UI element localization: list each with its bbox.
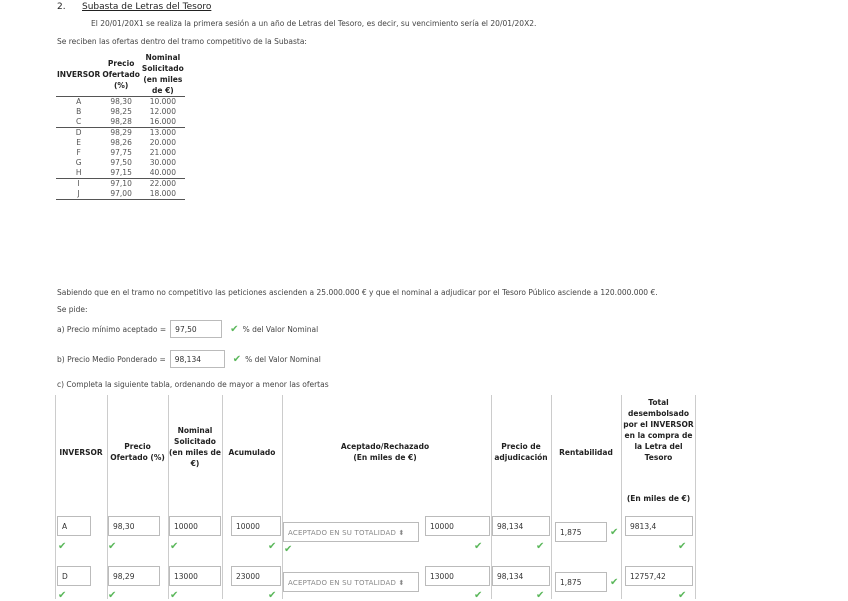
paragraph-3: c) Completa la siguiente tabla, ordenando de mayor a menor las ofertas xyxy=(57,380,329,389)
results-header-precio: Precio Ofertado (%) xyxy=(110,442,165,462)
question-title-text: Subasta de Letras del Tesoro xyxy=(82,2,212,12)
row2-rentabilidad-input[interactable]: 1,875 xyxy=(555,572,607,592)
check-icon: ✔ xyxy=(230,323,239,335)
offers-row xyxy=(56,138,185,148)
offers-cell-inv: H xyxy=(75,168,82,177)
offers-cell-nominal: 21.000 xyxy=(149,148,176,157)
col-rentabilidad xyxy=(551,395,621,599)
check-icon: ✔ xyxy=(536,590,545,601)
offers-row xyxy=(56,179,185,190)
offers-cell-inv: A xyxy=(56,97,101,108)
offers-row xyxy=(56,117,185,128)
offers-row xyxy=(56,97,185,108)
row2-total-input[interactable]: 12757,42 xyxy=(625,566,693,586)
intro-text: El 20/01/20X1 se realiza la primera sesión a un año de Letras del Tesoro, es decir, su vencimiento sería el 20/01/20X2. xyxy=(91,19,537,28)
intro2-text: Se reciben las ofertas dentro del tramo competitivo de la Subasta: xyxy=(57,37,307,46)
offers-cell-inv: I xyxy=(56,179,101,190)
results-header-adjudicacion: Precio de adjudicación xyxy=(494,442,548,462)
results-header-total: Total desembolsado por el INVERSOR en la compra de la Letra del Tesoro xyxy=(623,398,694,462)
offers-cell-nominal: 13.000 xyxy=(141,128,185,139)
offers-row xyxy=(56,107,185,117)
offers-row xyxy=(56,128,185,139)
row2-aceptado-input[interactable]: 13000 xyxy=(425,566,490,586)
offers-row xyxy=(56,148,185,158)
results-header-aceptado: Aceptado/Rechazado (En miles de €) xyxy=(340,442,430,462)
row1-nominal-input[interactable]: 10000 xyxy=(169,516,221,536)
offers-cell-nominal: 22.000 xyxy=(141,179,185,190)
offers-cell-inv: B xyxy=(76,107,82,116)
row1-acumulado-input[interactable]: 10000 xyxy=(231,516,281,536)
results-header-rentabilidad: Rentabilidad xyxy=(559,448,613,457)
results-header-inversor: INVERSOR xyxy=(59,448,103,457)
paragraph-2: Se pide: xyxy=(57,305,88,314)
answer-a-label: a) Precio mínimo aceptado = xyxy=(57,324,167,334)
offers-cell-inv: C xyxy=(76,117,82,126)
row1-inversor-input[interactable]: A xyxy=(57,516,91,536)
offers-cell-nominal: 12.000 xyxy=(149,107,176,116)
check-icon: ✔ xyxy=(678,590,687,601)
answer-b-input[interactable]: 98,134 xyxy=(170,350,225,368)
answer-b-suffix: % del Valor Nominal xyxy=(245,354,321,364)
offers-cell-inv: G xyxy=(75,158,82,167)
offers-cell-precio: 97,15 xyxy=(110,168,132,177)
check-icon: ✔ xyxy=(536,541,545,552)
offers-cell-inv: F xyxy=(76,148,81,157)
row1-adjudicacion-input[interactable]: 98,134 xyxy=(492,516,550,536)
row2-inversor-input[interactable]: D xyxy=(57,566,91,586)
answer-a-input[interactable]: 97,50 xyxy=(170,320,222,338)
offers-cell-precio: 97,50 xyxy=(110,158,132,167)
offers-cell-nominal: 30.000 xyxy=(149,158,176,167)
answer-a-suffix: % del Valor Nominal xyxy=(242,324,319,334)
offers-cell-inv: E xyxy=(76,138,82,147)
results-header-total-unit: (En miles de €) xyxy=(626,494,691,503)
check-icon: ✔ xyxy=(610,577,619,588)
offers-header-inversor: INVERSOR xyxy=(57,69,101,79)
row1-rentabilidad-input[interactable]: 1,875 xyxy=(555,522,607,542)
offers-cell-precio: 98,25 xyxy=(110,107,132,116)
check-icon: ✔ xyxy=(108,590,117,601)
offers-cell-nominal: 18.000 xyxy=(149,189,176,198)
check-icon: ✔ xyxy=(108,541,117,552)
offers-cell-precio: 98,26 xyxy=(110,138,132,147)
offers-header-nominal: Nominal Solicitado (en miles de €) xyxy=(141,53,184,95)
offers-cell-inv: D xyxy=(56,128,101,139)
check-icon: ✔ xyxy=(268,541,277,552)
results-header-nominal: Nominal Solicitado (en miles de €) xyxy=(168,426,222,468)
check-icon: ✔ xyxy=(474,541,483,552)
answer-b-label: b) Precio Medio Ponderado = xyxy=(57,354,166,364)
row2-precio-input[interactable]: 98,29 xyxy=(108,566,160,586)
row2-adjudicacion-input[interactable]: 98,134 xyxy=(492,566,550,586)
row1-estado-select[interactable]: ACEPTADO EN SU TOTALIDAD ⬍ xyxy=(283,522,419,542)
check-icon: ✔ xyxy=(58,590,67,601)
offers-cell-precio: 97,00 xyxy=(110,189,132,198)
row1-total-input[interactable]: 9813,4 xyxy=(625,516,693,536)
answer-b-row xyxy=(57,350,321,368)
offers-cell-nominal: 16.000 xyxy=(149,117,176,126)
offers-table xyxy=(56,52,185,200)
offers-cell-nominal: 20.000 xyxy=(149,138,176,147)
offers-cell-inv: J xyxy=(77,189,80,198)
offers-row xyxy=(56,158,185,168)
row1-precio-input[interactable]: 98,30 xyxy=(108,516,160,536)
check-icon: ✔ xyxy=(474,590,483,601)
row1-aceptado-input[interactable]: 10000 xyxy=(425,516,490,536)
check-icon: ✔ xyxy=(268,590,277,601)
row2-nominal-input[interactable]: 13000 xyxy=(169,566,221,586)
offers-header-precio: Precio Ofertado (%) xyxy=(102,58,140,90)
offers-row xyxy=(56,168,185,179)
offers-row xyxy=(56,189,185,200)
row2-acumulado-input[interactable]: 23000 xyxy=(231,566,281,586)
paragraph-1: Sabiendo que en el tramo no competitivo las peticiones ascienden a 25.000.000 € y que el nominal a adjudicar por el Tesoro Público asciende a 120.000.000 €. xyxy=(57,288,658,297)
offers-cell-precio: 98,29 xyxy=(101,128,141,139)
results-header-acumulado: Acumulado xyxy=(228,448,276,457)
offers-cell-precio: 97,75 xyxy=(110,148,132,157)
offers-cell-nominal: 10.000 xyxy=(141,97,185,108)
check-icon: ✔ xyxy=(284,544,293,555)
offers-cell-precio: 98,28 xyxy=(110,117,132,126)
offers-cell-nominal: 40.000 xyxy=(149,168,176,177)
row2-estado-select[interactable]: ACEPTADO EN SU TOTALIDAD ⬍ xyxy=(283,572,419,592)
answer-a-row xyxy=(57,320,318,338)
check-icon: ✔ xyxy=(170,590,179,601)
check-icon: ✔ xyxy=(678,541,687,552)
question-title xyxy=(57,2,211,12)
check-icon: ✔ xyxy=(232,353,242,365)
check-icon: ✔ xyxy=(170,541,179,552)
results-grid xyxy=(55,395,696,599)
check-icon: ✔ xyxy=(610,527,619,538)
offers-cell-precio: 97,10 xyxy=(101,179,141,190)
check-icon: ✔ xyxy=(58,541,67,552)
offers-cell-precio: 98,30 xyxy=(101,97,141,108)
question-number: 2. xyxy=(57,2,66,12)
